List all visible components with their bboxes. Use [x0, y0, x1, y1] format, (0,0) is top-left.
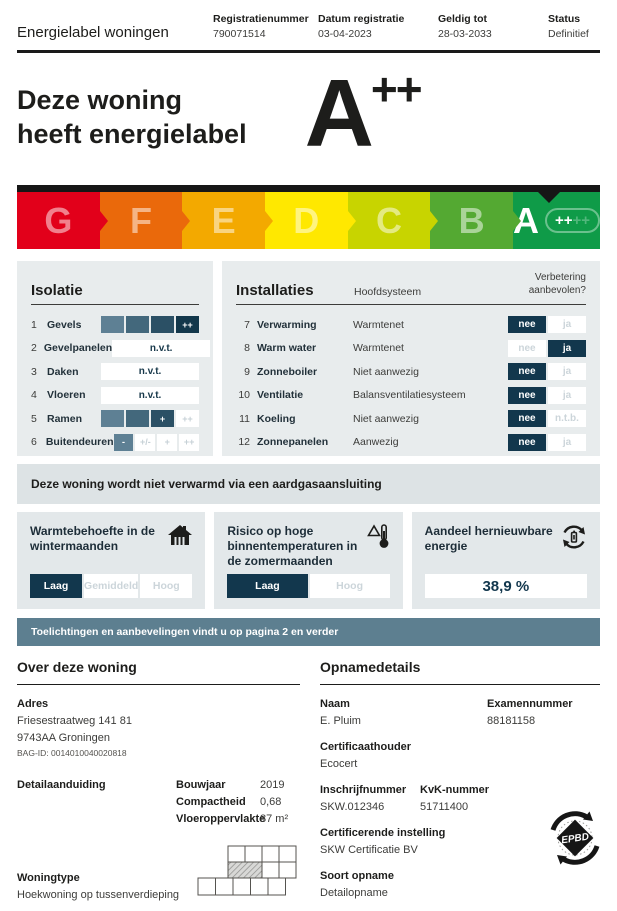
isolatie-row: [31, 384, 199, 408]
registration-date-label: Datum registratie: [318, 13, 405, 25]
scale-pointer-triangle: [538, 192, 560, 203]
valid-until-label: Geldig tot: [438, 13, 487, 25]
woningtype-text: [17, 870, 187, 904]
improve-option-nee: nee: [508, 340, 546, 357]
rating-cell: +: [151, 410, 174, 427]
row-system: Warmtenet: [353, 342, 404, 355]
rating-bar: [114, 434, 199, 451]
level-option-hoog: Hoog: [140, 574, 192, 598]
segment-letter: A: [512, 199, 539, 241]
inschrijfnummer-value: SKW.012346: [320, 801, 385, 813]
verbetering-line2: aanbevolen?: [528, 285, 586, 296]
segment-letter: B: [458, 199, 485, 241]
rating-bar: [101, 316, 199, 333]
row-system: Balansventilatiesysteem: [353, 389, 466, 402]
certificaathouder-field: [320, 739, 600, 773]
over-deze-woning-column: [17, 659, 300, 911]
woningtype-label: Woningtype: [17, 872, 80, 884]
improve-toggle: [508, 363, 586, 380]
document-title: Energielabel woningen: [17, 24, 169, 41]
woningtype-value: Hoekwoning op tussenverdieping: [17, 889, 180, 901]
chevron-right-icon: [182, 211, 190, 231]
row-number: 11: [239, 412, 250, 425]
row-number: 9: [244, 365, 250, 378]
installaties-row: [236, 431, 586, 455]
heat-demand-box: [17, 512, 205, 609]
improve-toggle: [508, 434, 586, 451]
installaties-row: [236, 337, 586, 361]
installaties-heading: Installaties: [236, 282, 314, 299]
certificaathouder-label: Certificaathouder: [320, 741, 412, 753]
inschrijfnummer-label: Inschrijfnummer: [320, 784, 407, 796]
improve-option-nee: nee: [508, 434, 546, 451]
chevron-right-icon: [265, 211, 273, 231]
installaties-row: [236, 384, 586, 408]
heat-demand-options: [30, 574, 192, 598]
gas-notice-band: Deze woning wordt niet verwarmd via een aardgasaansluiting: [17, 464, 600, 504]
scale-segment-g: [17, 192, 100, 249]
fact-bouwjaar: [176, 777, 300, 794]
renewable-share-value: 38,9 %: [425, 574, 587, 598]
energy-grade: [304, 60, 421, 171]
improve-option-nee: nee: [508, 316, 546, 333]
adres-line2: 9743AA Groningen: [17, 732, 110, 744]
registration-number-field: [213, 12, 318, 42]
overheating-risk-title: Risico op hoge binnentemperaturen in de zomermaanden: [227, 524, 358, 568]
soort-opname-field: [320, 868, 600, 902]
isolatie-header: [31, 273, 199, 305]
soort-opname-value: Detailopname: [320, 887, 388, 899]
hero-title-line2: heeft energielabel: [17, 119, 247, 149]
scale-segment-d: [265, 192, 348, 249]
registration-number-label: Registratienummer: [213, 13, 309, 25]
verbetering-line1: Verbetering: [534, 272, 586, 283]
isolatie-panel: [17, 261, 213, 456]
rating-cell: [101, 316, 124, 333]
hero-title: [17, 75, 247, 171]
pill-plus-achieved: ++: [554, 212, 573, 229]
adres-label: Adres: [17, 698, 49, 710]
hoofdsysteem-column-label: Hoofdsysteem: [354, 286, 422, 298]
row-label: Warm water: [257, 342, 317, 355]
soort-opname-row: [320, 868, 600, 902]
chevron-right-icon: [430, 211, 438, 231]
naam-label: Naam: [320, 698, 350, 710]
fact-compactheid: [176, 794, 300, 811]
thermometer-icon: [367, 523, 391, 554]
rating-cell: +: [157, 434, 177, 451]
chevron-right-icon: [348, 211, 356, 231]
naam-value: E. Pluim: [320, 715, 361, 727]
bottom-section: [17, 659, 600, 911]
detail-panels: [17, 261, 600, 456]
fact-value: 0,68: [260, 796, 282, 808]
examennummer-field: [487, 696, 600, 730]
over-deze-woning-heading: Over deze woning: [17, 659, 300, 685]
rating-cell: ++: [176, 410, 199, 427]
improve-option-ja: ja: [548, 387, 586, 404]
rating-bar: [101, 363, 199, 380]
rating-cell: [126, 410, 149, 427]
naam-examen-row: [320, 696, 600, 730]
scale-pointer-bar: [17, 185, 600, 192]
level-option-hoog: Hoog: [310, 574, 390, 598]
improve-option-ja: ja: [548, 363, 586, 380]
segment-letter: F: [129, 199, 152, 241]
scale-segment-b: [430, 192, 513, 249]
row-number: 1: [31, 318, 37, 331]
isolatie-row: [31, 360, 199, 384]
row-system: Niet aanwezig: [353, 412, 419, 425]
row-label: Daken: [47, 365, 79, 378]
overheating-risk-options: [227, 574, 389, 598]
improve-toggle: [508, 387, 586, 404]
adres-line1: Friesestraatweg 141 81: [17, 715, 132, 727]
row-system: Warmtenet: [353, 318, 404, 331]
rating-cell: +/-: [135, 434, 155, 451]
certificerende-instelling-value: SKW Certificatie BV: [320, 844, 418, 856]
row-label: Buitendeuren: [45, 436, 114, 449]
scale-segment-e: [182, 192, 265, 249]
heat-demand-title: Warmtebehoefte in de wintermaanden: [30, 524, 155, 553]
row-number: 5: [31, 412, 37, 425]
renewable-share-box: [412, 512, 600, 609]
row-number: 8: [244, 342, 250, 355]
row-number: 2: [31, 342, 37, 355]
detail-row: [17, 777, 300, 828]
improve-option-nee: nee: [508, 410, 546, 427]
installaties-header: [236, 273, 586, 305]
rating-cell: [151, 316, 174, 333]
isolatie-row: [31, 431, 199, 455]
row-number: 4: [31, 389, 37, 402]
isolatie-row: [31, 407, 199, 431]
row-label: Ramen: [47, 412, 83, 425]
detailaanduiding-label: Detailaanduiding: [17, 779, 106, 791]
rating-bar: [112, 340, 210, 357]
certificerende-instelling-label: Certificerende instelling: [320, 827, 446, 839]
rating-cell: ++: [176, 316, 199, 333]
fact-vloeroppervlakte: [176, 811, 300, 828]
woning-facts: [176, 777, 300, 828]
fact-value: 87 m²: [260, 813, 289, 825]
isolatie-heading: Isolatie: [31, 282, 83, 299]
improve-toggle: [508, 410, 586, 427]
kvk-field: [420, 782, 489, 816]
row-label: Ventilatie: [257, 389, 304, 402]
segment-letter: D: [293, 199, 320, 241]
status-value: Definitief: [548, 28, 589, 40]
isolatie-row: [31, 337, 199, 361]
installaties-row: [236, 313, 586, 337]
row-number: 10: [238, 389, 250, 402]
installaties-row: [236, 407, 586, 431]
naam-field: [320, 696, 487, 730]
row-number: 7: [244, 318, 250, 331]
chevron-right-icon: [100, 211, 108, 231]
segment-letter: E: [211, 199, 236, 241]
certificaathouder-value: Ecocert: [320, 758, 358, 770]
row-label: Zonneboiler: [257, 365, 318, 378]
nvt-box: n.v.t.: [112, 340, 210, 357]
level-option-gemiddeld: Gemiddeld: [84, 574, 138, 598]
status-label: Status: [548, 13, 581, 25]
building-position-diagram: [192, 844, 300, 904]
fact-label: Bouwjaar: [176, 779, 226, 791]
svg-text:EPBD: EPBD: [560, 831, 590, 847]
row-label: Koeling: [257, 412, 296, 425]
registration-number-value: 790071514: [213, 28, 266, 40]
row-label: Verwarming: [257, 318, 317, 331]
rating-cell: [126, 316, 149, 333]
woningtype-row: [17, 844, 300, 904]
registration-date-field: [318, 12, 438, 42]
status-field: [548, 12, 600, 42]
valid-until-field: [438, 12, 548, 42]
segment-letter: G: [44, 199, 73, 241]
rating-bar: [101, 387, 199, 404]
improve-option-n.t.b.: n.t.b.: [548, 410, 586, 427]
scale-segment-f: [100, 192, 183, 249]
row-label: Gevelpanelen: [43, 342, 113, 355]
renewable-share-title: Aandeel hernieuwbare energie: [424, 524, 553, 553]
row-number: 12: [238, 436, 250, 449]
fact-label: Vloeroppervlakte: [176, 813, 266, 825]
house-icon: [167, 523, 193, 552]
examennummer-value: 88181158: [487, 715, 536, 727]
opnamedetails-heading: Opnamedetails: [320, 659, 600, 685]
energy-scale: [17, 192, 600, 249]
indicator-boxes: [17, 512, 600, 609]
isolatie-row: [31, 313, 199, 337]
level-option-laag: Laag: [227, 574, 307, 598]
improve-option-ja: ja: [548, 340, 586, 357]
level-option-laag: Laag: [30, 574, 82, 598]
improve-toggle: [508, 316, 586, 333]
examennummer-label: Examennummer: [487, 698, 573, 710]
verbetering-column-label: [529, 271, 586, 297]
renewable-energy-icon: [560, 523, 588, 556]
soort-opname-label: Soort opname: [320, 870, 394, 882]
row-label: Zonnepanelen: [257, 436, 329, 449]
improve-option-ja: ja: [548, 316, 586, 333]
segment-letter: C: [375, 199, 402, 241]
certificaathouder-row: [320, 739, 600, 773]
overheating-risk-box: [214, 512, 402, 609]
improve-toggle: [508, 340, 586, 357]
hero-title-line1: Deze woning: [17, 85, 183, 115]
rating-cell: ++: [179, 434, 199, 451]
chevron-right-icon: [513, 211, 521, 231]
kvk-label: KvK-nummer: [420, 784, 490, 796]
opnamedetails-column: [320, 659, 600, 911]
grade-pill: [545, 208, 600, 233]
fact-value: 2019: [260, 779, 285, 791]
bag-id: BAG-ID: 0014010040020818: [17, 748, 127, 758]
row-system: Aanwezig: [353, 436, 399, 449]
rating-bar: [101, 410, 199, 427]
energy-grade-plus: ++: [370, 63, 421, 115]
nvt-box: n.v.t.: [101, 363, 199, 380]
row-label: Vloeren: [47, 389, 86, 402]
installaties-panel: [222, 261, 600, 456]
energy-grade-letter: A: [304, 60, 371, 167]
document-header: [17, 0, 600, 53]
row-number: 6: [31, 436, 37, 449]
rating-cell: [101, 410, 124, 427]
rating-cell: -: [114, 434, 134, 451]
fact-label: Compactheid: [176, 796, 246, 808]
row-label: Gevels: [47, 318, 82, 331]
improve-option-nee: nee: [508, 363, 546, 380]
valid-until-value: 28-03-2033: [438, 28, 492, 40]
row-number: 3: [31, 365, 37, 378]
pill-plus-remaining: ++: [572, 212, 590, 229]
row-system: Niet aanwezig: [353, 365, 419, 378]
installaties-row: [236, 360, 586, 384]
nvt-box: n.v.t.: [101, 387, 199, 404]
registration-date-value: 03-04-2023: [318, 28, 372, 40]
kvk-value: 51711400: [420, 801, 469, 813]
hero-section: [17, 60, 600, 171]
improve-option-ja: ja: [548, 434, 586, 451]
epbd-seal-icon: [546, 809, 604, 872]
improve-option-nee: nee: [508, 387, 546, 404]
scale-segment-c: [348, 192, 431, 249]
page-notice-band: Toelichtingen en aanbevelingen vindt u op pagina 2 en verder: [17, 618, 600, 646]
